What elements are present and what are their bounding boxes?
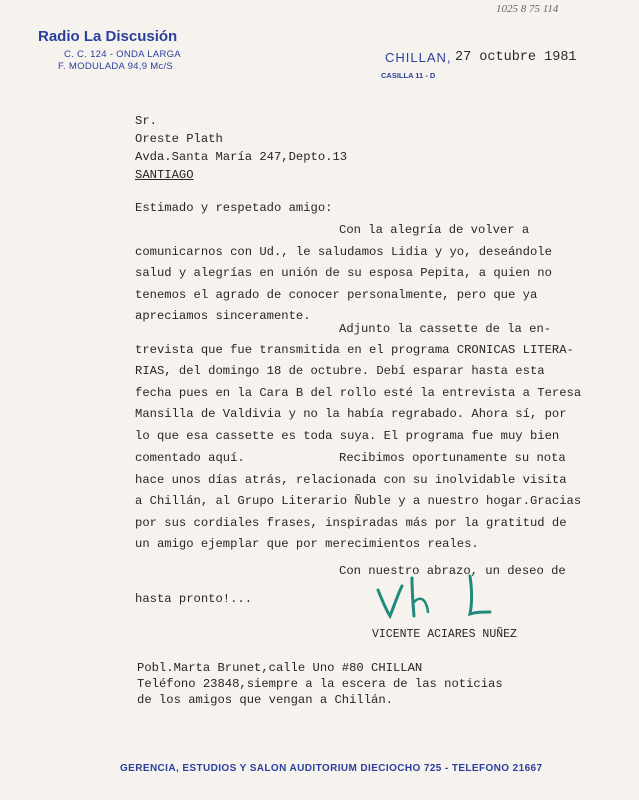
body-line: salud y alegrías en unión de su esposa Pepita, a quien no <box>135 266 552 280</box>
body-line: RIAS, del domingo 18 de octubre. Debí esparar hasta esta <box>135 364 545 378</box>
body-line: fecha pues en la Cara B del rollo esté la entrevista a Teresa <box>135 386 582 400</box>
postscript-line: Pobl.Marta Brunet,calle Uno #80 CHILLAN <box>137 661 423 675</box>
closing-text: hasta pronto!... <box>135 592 253 606</box>
body-line: Adjunto la cassette de la en- <box>339 322 552 336</box>
body-line: comentado aquí. <box>135 451 245 465</box>
recipient-city: SANTIAGO <box>135 168 194 182</box>
body-line: Con la alegría de volver a <box>339 223 530 237</box>
recipient-address: Avda.Santa María 247,Depto.13 <box>135 150 348 164</box>
signer-name: VICENTE ACIARES NUÑEZ <box>372 628 517 641</box>
archive-note: 1025 8 75 114 <box>496 3 559 15</box>
body-line: apreciamos sinceramente. <box>135 309 311 323</box>
body-line: Recibimos oportunamente su nota <box>339 451 566 465</box>
city-label: CHILLAN, <box>385 50 452 65</box>
body-line: trevista que fue transmitida en el programa CRONICAS LITERA- <box>135 343 574 357</box>
letterhead-footer: GERENCIA, ESTUDIOS Y SALON AUDITORIUM DIECIOCHO 725 - TELEFONO 21667 <box>120 763 543 774</box>
body-line: hace unos días atrás, relacionada con su inolvidable visita <box>135 473 567 487</box>
letter-date: 27 octubre 1981 <box>455 50 577 65</box>
body-line: Con nuestro abrazo, un deseo de <box>339 564 566 578</box>
body-line: tenemos el agrado de conocer personalmente, pero que ya <box>135 288 538 302</box>
body-line: comunicarnos con Ud., le saludamos Lidia y yo, deseándole <box>135 245 552 259</box>
body-line: lo que esa cassette es toda suya. El programa fue muy bien <box>135 429 560 443</box>
letterhead-line-2: F. MODULADA 94,9 Mc/S <box>58 61 174 72</box>
body-line: un amigo ejemplar que por merecimientos reales. <box>135 537 479 551</box>
postscript-line: Teléfono 23848,siempre a la escera de las noticias <box>137 677 503 691</box>
body-line: por sus cordiales frases, inspiradas más por la gratitud de <box>135 516 567 530</box>
handwritten-signature <box>372 572 502 622</box>
recipient-salutation: Sr. <box>135 114 157 128</box>
letterhead-line-1: C. C. 124 - ONDA LARGA <box>64 49 181 60</box>
body-line: a Chillán, al Grupo Literario Ñuble y a nuestro hogar.Gracias <box>135 494 582 508</box>
casilla-label: CASILLA 11 - D <box>381 71 436 80</box>
recipient-name: Oreste Plath <box>135 132 223 146</box>
greeting: Estimado y respetado amigo: <box>135 201 333 215</box>
body-line: Mansilla de Valdivia y no la había regrabado. Ahora sí, por <box>135 407 567 421</box>
postscript-line: de los amigos que vengan a Chillán. <box>137 693 393 707</box>
letterhead-title: Radio La Discusión <box>38 28 178 45</box>
